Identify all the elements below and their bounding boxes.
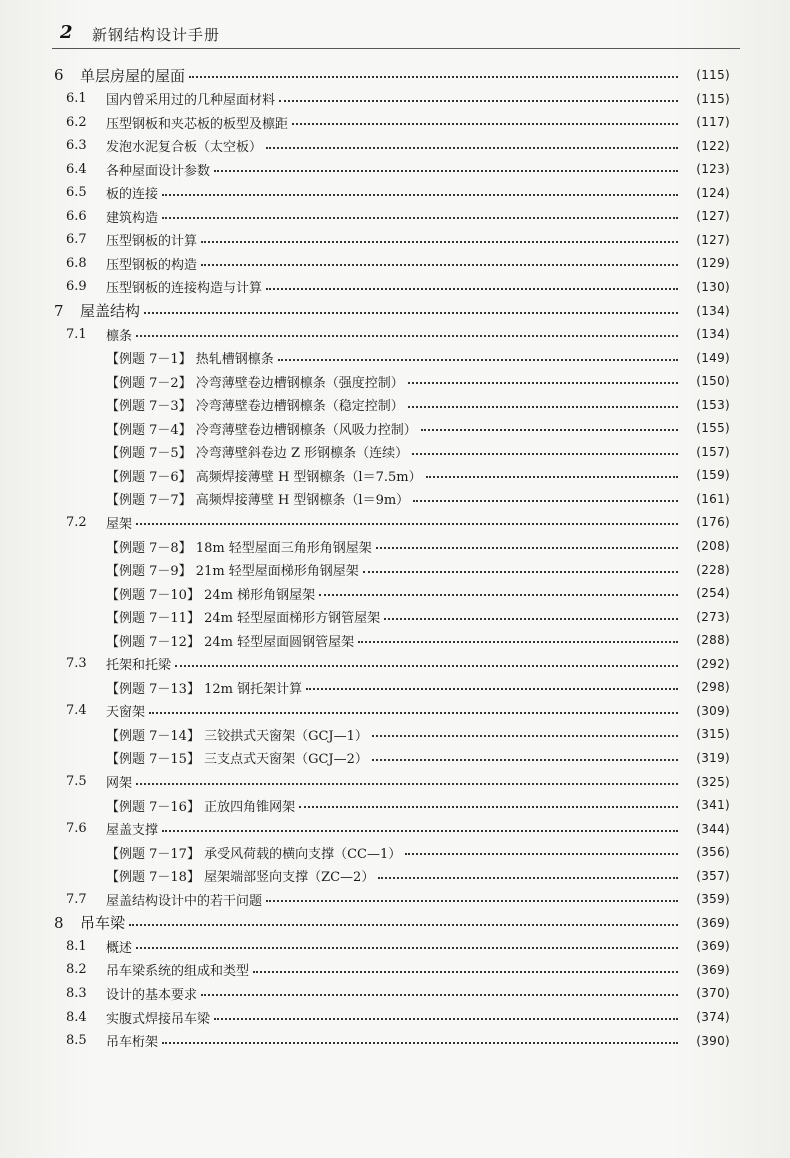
toc-number: 7.7 xyxy=(66,891,87,907)
toc-section xyxy=(66,959,730,981)
dot-leader xyxy=(175,665,678,667)
toc-page-number: (357) xyxy=(696,868,730,883)
toc-example xyxy=(106,370,730,392)
toc-example xyxy=(106,441,730,463)
toc-title: 设计的基本要求 xyxy=(106,987,198,1003)
toc-title: 【例题 7－5】 冷弯薄壁斜卷边 Z 形钢檩条（连续） xyxy=(106,446,409,462)
toc-title: 压型钢板的计算 xyxy=(106,234,198,250)
dot-leader xyxy=(319,594,678,596)
toc-page-number: (341) xyxy=(696,798,730,813)
toc-number: 7.4 xyxy=(66,703,87,719)
toc-page-number: (374) xyxy=(696,1010,730,1024)
toc-section xyxy=(66,252,730,274)
dot-leader xyxy=(253,971,678,973)
dot-leader xyxy=(378,877,678,879)
toc-number: 7.2 xyxy=(66,514,87,530)
toc-title: 【例题 7－16】 正放四角锥网架 xyxy=(106,799,296,815)
dot-leader xyxy=(136,947,678,949)
toc-title: 【例题 7－8】 18m 轻型屋面三角形角钢屋架 xyxy=(106,540,372,556)
toc-section xyxy=(66,158,730,180)
dot-leader xyxy=(266,900,678,902)
toc-page-number: (370) xyxy=(696,986,730,1001)
toc-title: 托架和托梁 xyxy=(106,658,172,674)
toc-title: 吊车梁 xyxy=(80,914,126,933)
toc-number: 7.1 xyxy=(66,326,87,342)
dot-leader xyxy=(376,547,678,549)
dot-leader xyxy=(292,123,678,125)
toc-title: 发泡水泥复合板（太空板） xyxy=(106,140,263,156)
toc-page-number: (369) xyxy=(696,915,730,930)
toc-page-number: (150) xyxy=(696,374,730,389)
toc-page-number: (356) xyxy=(696,845,730,860)
dot-leader xyxy=(278,359,678,361)
toc-page-number: (315) xyxy=(696,727,730,742)
toc-number: 8.5 xyxy=(66,1033,87,1049)
dot-leader xyxy=(136,335,678,337)
toc-example xyxy=(106,723,730,745)
dot-leader xyxy=(426,476,678,478)
toc-title: 单层房屋的屋面 xyxy=(80,66,186,85)
toc-example xyxy=(106,347,730,369)
dot-leader xyxy=(162,830,678,832)
toc-page-number: (176) xyxy=(696,515,730,530)
dot-leader xyxy=(136,783,678,785)
toc-page-number: (159) xyxy=(696,468,730,483)
toc-example xyxy=(106,676,730,698)
dot-leader xyxy=(189,76,678,78)
toc-title: 【例题 7－6】 高频焊接薄壁 H 型钢檩条（l＝7.5m） xyxy=(106,469,422,485)
toc-page-number: (115) xyxy=(696,91,730,106)
toc-title: 【例题 7－2】 冷弯薄壁卷边槽钢檩条（强度控制） xyxy=(106,375,404,391)
toc-number: 6.7 xyxy=(66,232,87,248)
toc-section xyxy=(66,888,730,910)
toc-page-number: (390) xyxy=(696,1033,730,1048)
toc-section xyxy=(66,229,730,251)
toc-section xyxy=(66,276,730,298)
toc-section xyxy=(66,1030,730,1052)
toc-number: 6.5 xyxy=(66,185,87,201)
dot-leader xyxy=(266,147,678,149)
dot-leader xyxy=(162,1042,678,1044)
toc-page-number: (149) xyxy=(696,350,730,365)
dot-leader xyxy=(405,853,678,855)
toc-section xyxy=(66,323,730,345)
toc-number: 8.3 xyxy=(66,985,87,1001)
toc-page-number: (157) xyxy=(696,444,730,459)
toc-title: 【例题 7－3】 冷弯薄壁卷边槽钢檩条（稳定控制） xyxy=(106,399,404,415)
toc-title: 屋盖支撑 xyxy=(106,823,159,839)
toc-example xyxy=(106,606,730,628)
dot-leader xyxy=(136,523,678,525)
toc-section xyxy=(66,205,730,227)
toc-number: 6.9 xyxy=(66,279,87,295)
toc-section xyxy=(66,88,730,110)
toc-section xyxy=(66,771,730,793)
toc-number: 6.6 xyxy=(66,208,87,224)
toc-title: 屋盖结构设计中的若干问题 xyxy=(106,893,263,909)
toc-number: 7 xyxy=(54,301,64,320)
toc-example xyxy=(106,865,730,887)
toc-title: 吊车桁架 xyxy=(106,1035,159,1051)
toc-page-number: (124) xyxy=(696,185,730,200)
toc-section xyxy=(66,111,730,133)
toc-page-number: (369) xyxy=(696,939,730,954)
toc-title: 【例题 7－7】 高频焊接薄壁 H 型钢檩条（l＝9m） xyxy=(106,493,410,509)
toc-title: 概述 xyxy=(106,940,133,956)
dot-leader xyxy=(299,806,678,808)
toc-number: 7.6 xyxy=(66,821,87,837)
dot-leader xyxy=(201,241,678,243)
dot-leader xyxy=(372,759,678,761)
toc-title: 【例题 7－18】 屋架端部竖向支撑（ZC—2） xyxy=(106,870,375,886)
dot-leader xyxy=(384,618,678,620)
toc-number: 6.2 xyxy=(66,114,87,130)
toc-page-number: (319) xyxy=(696,750,730,765)
toc-section xyxy=(66,511,730,533)
toc-page-number: (325) xyxy=(696,774,730,789)
page-number: 2 xyxy=(60,22,73,43)
toc-chapter xyxy=(54,912,730,934)
toc-page-number: (134) xyxy=(696,303,730,318)
dot-leader xyxy=(306,688,678,690)
toc-number: 8.4 xyxy=(66,1009,87,1025)
toc-number: 6 xyxy=(54,66,64,84)
toc-page-number: (127) xyxy=(696,232,730,247)
toc-title: 【例题 7－17】 承受风荷载的横向支撑（CC—1） xyxy=(106,846,402,862)
toc-number: 6.8 xyxy=(66,255,87,271)
toc-example xyxy=(106,417,730,439)
toc-page-number: (292) xyxy=(696,656,730,671)
toc-section xyxy=(66,818,730,840)
toc-title: 【例题 7－10】 24m 梯形角钢屋架 xyxy=(106,587,316,603)
toc-page-number: (369) xyxy=(696,962,730,977)
toc-example xyxy=(106,747,730,769)
toc-title: 压型钢板的连接构造与计算 xyxy=(106,281,263,297)
toc-title: 【例题 7－4】 冷弯薄壁卷边槽钢檩条（风吸力控制） xyxy=(106,422,417,438)
dot-leader xyxy=(162,194,678,196)
toc-example xyxy=(106,394,730,416)
toc-title: 屋架 xyxy=(106,516,133,532)
toc-title: 【例题 7－15】 三支点式天窗架（GCJ—2） xyxy=(106,752,368,768)
toc-number: 8.1 xyxy=(66,938,87,954)
toc-title: 各种屋面设计参数 xyxy=(106,163,211,179)
toc-number: 7.5 xyxy=(66,774,87,789)
toc-page-number: (273) xyxy=(696,609,730,624)
toc-title: 国内曾采用过的几种屋面材料 xyxy=(106,93,276,109)
toc-page-number: (298) xyxy=(696,680,730,695)
toc-page-number: (228) xyxy=(696,562,730,577)
toc-title: 建筑构造 xyxy=(106,210,159,226)
toc-example xyxy=(106,582,730,604)
toc-title: 网架 xyxy=(106,776,133,791)
toc-example xyxy=(106,559,730,581)
toc-chapter xyxy=(54,300,730,322)
dot-leader xyxy=(201,994,678,996)
toc-section xyxy=(66,1006,730,1028)
toc-number: 8 xyxy=(54,913,64,932)
toc-number: 7.3 xyxy=(66,656,87,672)
toc-example xyxy=(106,488,730,510)
toc-page-number: (155) xyxy=(696,421,730,436)
dot-leader xyxy=(372,735,678,737)
toc-number: 6.4 xyxy=(66,161,87,177)
toc-title: 吊车梁系统的组成和类型 xyxy=(106,964,250,980)
dot-leader xyxy=(201,264,678,266)
toc-chapter xyxy=(54,64,730,86)
toc-page-number: (344) xyxy=(696,821,730,836)
dot-leader xyxy=(214,1018,678,1020)
toc-title: 【例题 7－1】 热轧槽钢檩条 xyxy=(106,352,274,368)
dot-leader xyxy=(129,924,678,926)
toc-title: 天窗架 xyxy=(106,705,146,721)
toc-title: 压型钢板的构造 xyxy=(106,257,198,273)
dot-leader xyxy=(408,382,678,384)
toc-number: 6.3 xyxy=(66,138,87,154)
dot-leader xyxy=(266,288,678,290)
toc-example xyxy=(106,841,730,863)
toc-title: 实腹式焊接吊车梁 xyxy=(106,1011,211,1027)
toc-page-number: (254) xyxy=(696,586,730,601)
toc-page-number: (359) xyxy=(696,892,730,907)
toc-page-number: (130) xyxy=(696,279,730,294)
toc-section xyxy=(66,935,730,957)
toc-page-number: (117) xyxy=(696,115,730,130)
toc-example xyxy=(106,794,730,816)
toc-title: 【例题 7－12】 24m 轻型屋面圆钢管屋架 xyxy=(106,634,355,650)
toc-title: 檩条 xyxy=(106,328,133,344)
dot-leader xyxy=(214,170,678,172)
dot-leader xyxy=(413,500,678,502)
toc-title: 【例题 7－14】 三铰拱式天窗架（GCJ—1） xyxy=(106,728,368,744)
toc-title: 压型钢板和夹芯板的板型及檩距 xyxy=(106,116,289,132)
dot-leader xyxy=(358,641,678,643)
toc-section xyxy=(66,982,730,1004)
toc-example xyxy=(106,629,730,651)
toc-page-number: (115) xyxy=(696,68,730,82)
toc-page-number: (122) xyxy=(696,138,730,153)
toc-section xyxy=(66,135,730,157)
dot-leader xyxy=(363,571,678,573)
toc-page-number: (161) xyxy=(696,491,730,506)
toc-page-number: (134) xyxy=(696,327,730,342)
toc-title: 屋盖结构 xyxy=(80,302,141,320)
toc-title: 板的连接 xyxy=(106,187,159,203)
dot-leader xyxy=(412,453,678,455)
toc-number: 8.2 xyxy=(66,962,87,978)
toc-example xyxy=(106,535,730,557)
toc-section xyxy=(66,182,730,204)
toc-page-number: (288) xyxy=(696,633,730,648)
toc-example xyxy=(106,464,730,486)
toc-page-number: (127) xyxy=(696,209,730,224)
dot-leader xyxy=(144,312,678,314)
toc-page-number: (309) xyxy=(696,703,730,718)
dot-leader xyxy=(421,429,678,431)
dot-leader xyxy=(149,712,678,714)
dot-leader xyxy=(408,406,678,408)
toc-section xyxy=(66,653,730,675)
dot-leader xyxy=(279,100,678,102)
toc-title: 【例题 7－13】 12m 钢托架计算 xyxy=(106,681,303,697)
toc-page-number: (129) xyxy=(696,256,730,271)
toc-title: 【例题 7－11】 24m 轻型屋面梯形方钢管屋架 xyxy=(106,611,381,627)
toc-title: 【例题 7－9】 21m 轻型屋面梯形角钢屋架 xyxy=(106,564,359,580)
toc-number: 6.1 xyxy=(66,91,87,107)
toc-page-number: (153) xyxy=(696,397,730,412)
running-title: 新钢结构设计手册 xyxy=(92,26,221,44)
dot-leader xyxy=(162,217,678,219)
toc-page-number: (208) xyxy=(696,539,730,553)
toc-page-number: (123) xyxy=(696,162,730,177)
toc-section xyxy=(66,700,730,722)
